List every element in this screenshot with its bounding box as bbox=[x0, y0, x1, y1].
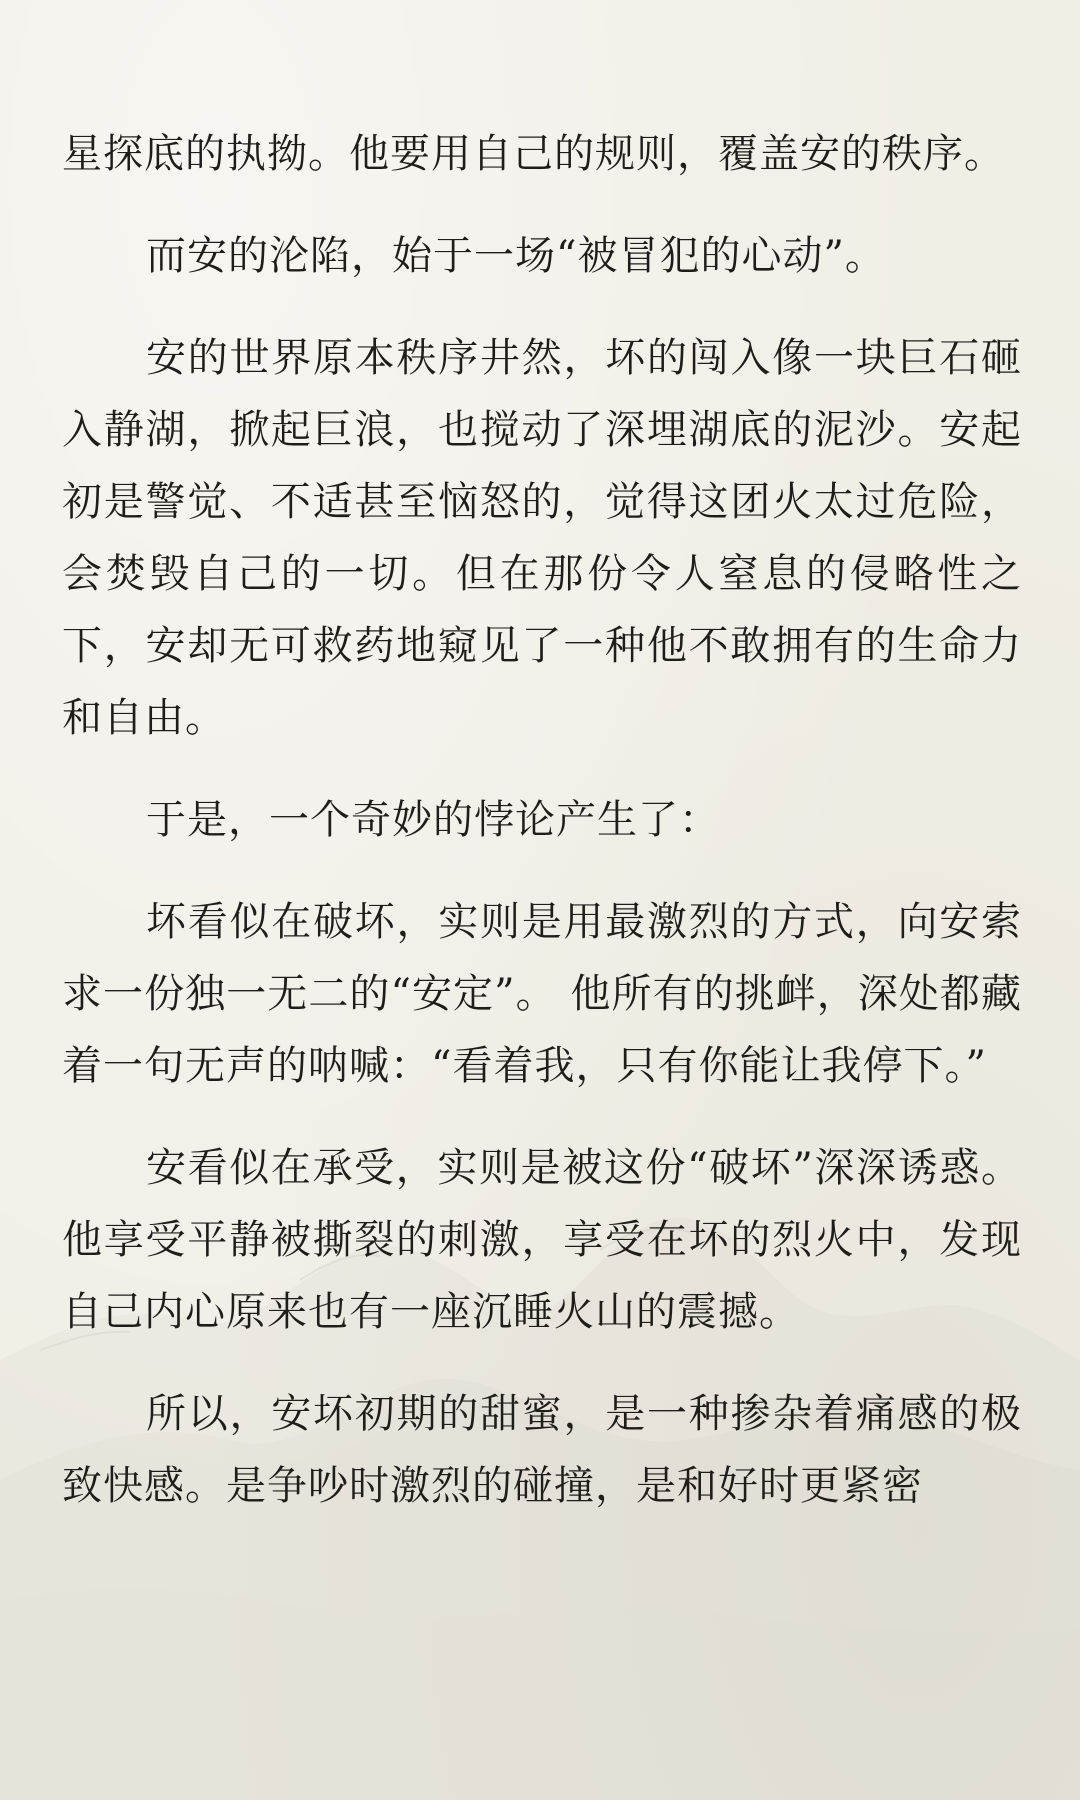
paragraph-2: 而安的沦陷，始于一场“被冒犯的心动”。 bbox=[146, 233, 886, 279]
paragraph-4: 于是，一个奇妙的悖论产生了： bbox=[146, 797, 720, 843]
paragraph-5: 坏看似在破坏，实则是用最激烈的方式，向安索求一份独一无二的“安定”。 他所有的挑衅，深处都藏着一句无声的呐喊：“看着我，只有你能让我停下。” bbox=[62, 899, 1022, 1089]
paragraph-7: 所以，安坏初期的甜蜜，是一种掺杂着痛感的极致快感。是争吵时激烈的碰撞，是和好时更紧密 bbox=[62, 1391, 1022, 1509]
paragraph-3: 安的世界原本秩序井然，坏的闯入像一块巨石砸入静湖，掀起巨浪，也搅动了深埋湖底的泥沙。安起初是警觉、不适甚至恼怒的，觉得这团火太过危险，会焚毁自己的一切。但在那份令人窒息的侵略性之下，安却无可救药地窥见了一种他不敢拥有的生命力和自由。 bbox=[62, 335, 1022, 741]
paragraph-6: 安看似在承受，实则是被这份“破坏”深深诱惑。 他享受平静被撕裂的刺激，享受在坏的烈火中，发现自己内心原来也有一座沉睡火山的震撼。 bbox=[62, 1145, 1022, 1335]
paragraph-1: 星探底的执拗。他要用自己的规则，覆盖安的秩序。 bbox=[62, 131, 1005, 177]
article-body bbox=[62, 118, 1022, 1552]
